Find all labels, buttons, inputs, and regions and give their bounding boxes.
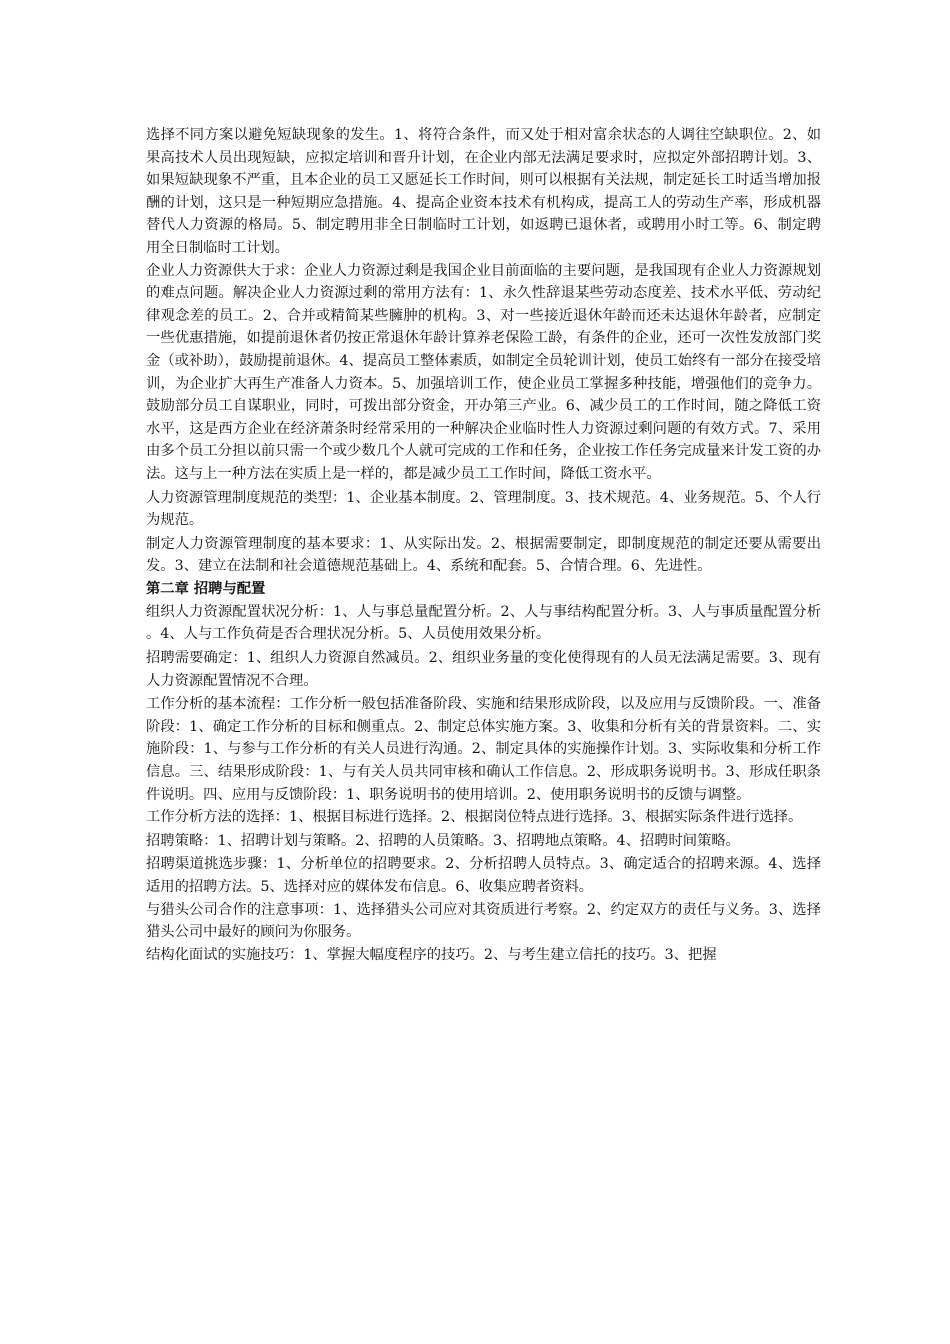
paragraph-policy-requirements: 制定人力资源管理制度的基本要求：1、从实际出发。2、根据需要制定，即制度规范的制定还要从需要出发。3、建立在法制和社会道德规范基础上。4、系统和配套。5、合情合理。6、先进性。: [146, 535, 821, 575]
paragraph-headhunter-notes: 与猎头公司合作的注意事项：1、选择猎头公司应对其资质进行考察。2、约定双方的责任与义务。3、选择猎头公司中最好的顾问为你服务。: [146, 901, 821, 941]
paragraph-recruitment-needs: 招聘需要确定：1、组织人力资源自然减员。2、组织业务量的变化使得现有的人员无法满足需要。3、现有人力资源配置情况不合理。: [146, 650, 821, 689]
paragraph-shortage-measures: 选择不同方案以避免短缺现象的发生。1、将符合条件，而又处于相对富余状态的人调往空缺职位。2、如果高技术人员出现短缺，应拟定培训和晋升计划，在企业内部无法满足要求时，应拟定外部招聘计划。3、如果短缺现象不严重，且本企业的员工又愿延长工作时间，则可以根据有关法规，制定延长工时适当增加报酬的计划，这只是一种短期应急措施。4、提高企业资本技术有机构成，提高工人的劳动生产率，形成机器替代人力资源的格局。5、制定聘用非全日制临时工计划，如返聘已退休者，或聘用小时工等。6、制定聘用全日制临时工计划。: [146, 127, 821, 256]
paragraph-job-analysis-process: 工作分析的基本流程：工作分析一般包括准备阶段、实施和结果形成阶段，以及应用与反馈阶段。一、准备阶段：1、确定工作分析的目标和侧重点。2、制定总体实施方案。3、收集和分析有关的背景资料。二、实施阶段：1、与参与工作分析的有关人员进行沟通。2、制定具体的实施操作计划。3、实际收集和分析工作信息。三、结果形成阶段：1、与有关人员共同审核和确认工作信息。2、形成职务说明书。3、形成任职条件说明。四、应用与反馈阶段：1、职务说明书的使用培训。2、使用职务说明书的反馈与调整。: [146, 696, 821, 803]
paragraph-policy-types: 人力资源管理制度规范的类型：1、企业基本制度。2、管理制度。3、技术规范。4、业务规范。5、个人行为规范。: [146, 489, 821, 529]
paragraph-recruitment-channels: 招聘渠道挑选步骤：1、分析单位的招聘要求。2、分析招聘人员特点。3、确定适合的招聘来源。4、选择适用的招聘方法。5、选择对应的媒体发布信息。6、收集应聘者资料。: [146, 856, 821, 895]
paragraph-structured-interview: 结构化面试的实施技巧：1、掌握大幅度程序的技巧。2、与考生建立信托的技巧。3、把握: [146, 946, 717, 963]
paragraph-surplus-measures: 企业人力资源供大于求：企业人力资源过剩是我国企业目前面临的主要问题，是我国现有企业人力资源规划的难点问题。解决企业人力资源过剩的常用方法有：1、永久性辞退某些劳动态度差、技术水平低、劳动纪律观念差的员工。2、合并或精简某些臃肿的机构。3、对一些接近退休年龄而还未达退休年龄者，应制定一些优惠措施，如提前退休者仍按正常退休年龄计算养老保险工龄，有条件的企业，还可一次性发放部门奖金（或补助），鼓励提前退休。4、提高员工整体素质，如制定全员轮训计划，使员工始终有一部分在接受培训，为企业扩大再生产准备人力资本。5、加强培训工作，使企业员工掌握多种技能，增强他们的竞争力。鼓励部分员工自谋职业，同时，可拨出部分资金，开办第三产业。6、减少员工的工作时间，随之降低工资水平，这是西方企业在经济萧条时经常采用的一种解决企业临时性人力资源过剩问题的有效方式。7、采用由多个员工分担以前只需一个或少数几个人就可完成的工作和任务，企业按工作任务完成量来计发工资的办法。这与上一种方法在实质上是一样的，都是减少员工工作时间，降低工资水平。: [146, 262, 821, 482]
paragraph-recruitment-strategy: 招聘策略：1、招聘计划与策略。2、招聘的人员策略。3、招聘地点策略。4、招聘时间策略。: [146, 832, 740, 849]
paragraph-job-analysis-methods: 工作分析方法的选择：1、根据目标进行选择。2、根据岗位特点进行选择。3、根据实际条件进行选择。: [146, 809, 803, 826]
paragraph-allocation-analysis: 组织人力资源配置状况分析：1、人与事总量配置分析。2、人与事结构配置分析。3、人与事质量配置分析。4、人与工作负荷是否合理状况分析。5、人员使用效果分析。: [146, 603, 821, 643]
document-body: [146, 124, 821, 966]
chapter-heading: 第二章 招聘与配置: [146, 580, 266, 597]
